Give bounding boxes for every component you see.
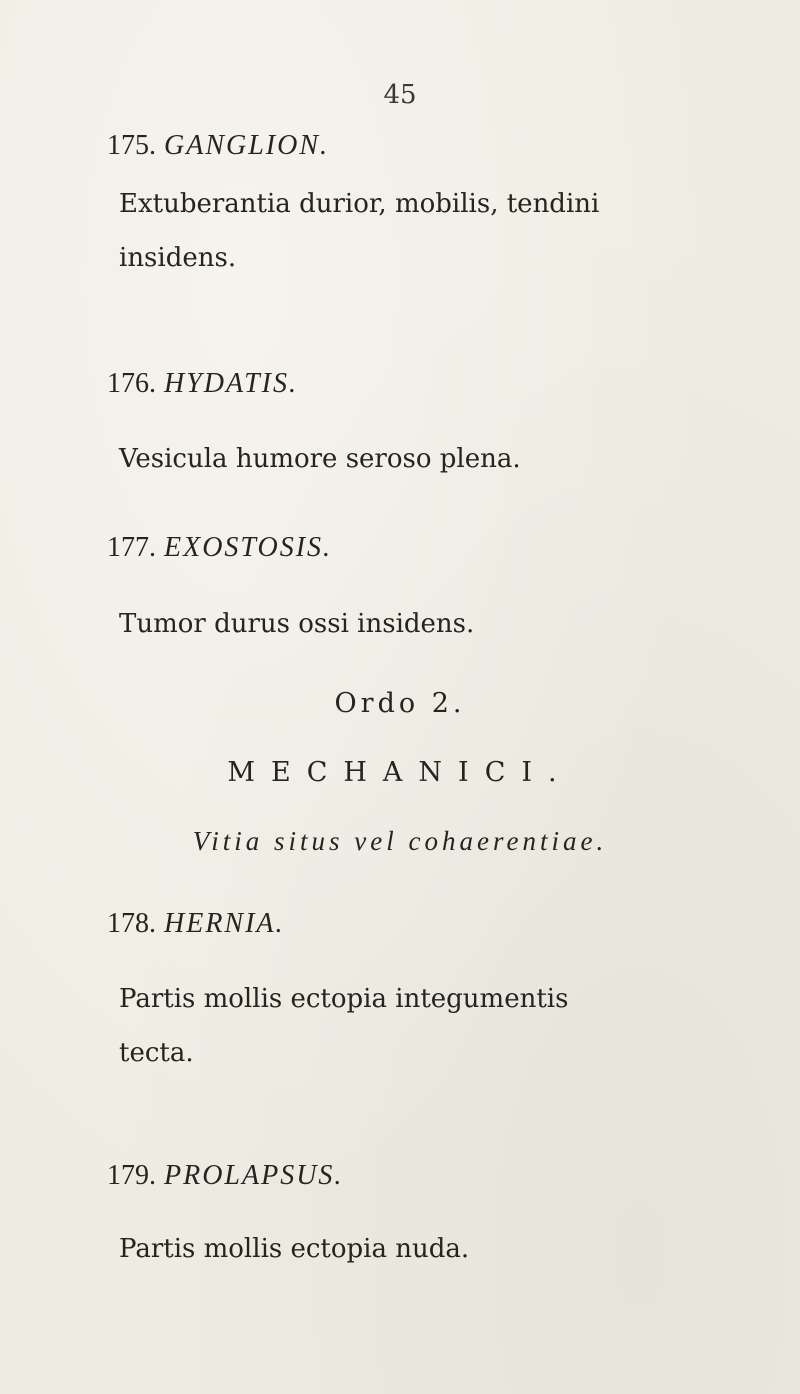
ordo-heading: Ordo 2. — [334, 688, 466, 719]
entry-number: 177. — [107, 532, 156, 563]
entry-heading — [107, 130, 329, 162]
entry-definition — [119, 597, 474, 651]
definition-line: insidens. — [119, 243, 237, 273]
definition-line: Extuberantia durior, mobilis, tendini — [119, 189, 600, 219]
entry-heading — [107, 1160, 343, 1192]
definition-line: Partis mollis ectopia nuda. — [119, 1234, 470, 1264]
entry-definition — [119, 972, 568, 1080]
section-title: MECHANICI. — [227, 757, 573, 788]
definition-line: Partis mollis ectopia integumentis — [119, 984, 569, 1014]
entry-term: GANGLION. — [164, 130, 330, 161]
entry-number: 176. — [107, 368, 156, 399]
definition-line: Vesicula humore seroso plena. — [119, 444, 521, 474]
entry-heading — [107, 908, 285, 940]
entry-number: 179. — [107, 1160, 156, 1191]
section-subtitle: Vitia situs vel cohaerentiae. — [192, 826, 608, 856]
page-number: 45 — [383, 80, 417, 110]
definition-line: Tumor durus ossi insidens. — [119, 609, 475, 639]
entry-number: 178. — [107, 908, 156, 939]
entry-definition — [119, 432, 521, 486]
entry-heading — [107, 368, 298, 400]
entry-number: 175. — [107, 130, 156, 161]
entry-definition — [119, 177, 599, 285]
definition-line: tecta. — [119, 1038, 194, 1068]
entry-term: HYDATIS. — [164, 368, 298, 399]
entry-heading — [107, 532, 332, 564]
entry-term: PROLAPSUS. — [164, 1160, 344, 1191]
entry-definition — [119, 1222, 469, 1276]
entry-term: HERNIA. — [164, 908, 285, 939]
entry-term: EXOSTOSIS. — [164, 532, 333, 563]
